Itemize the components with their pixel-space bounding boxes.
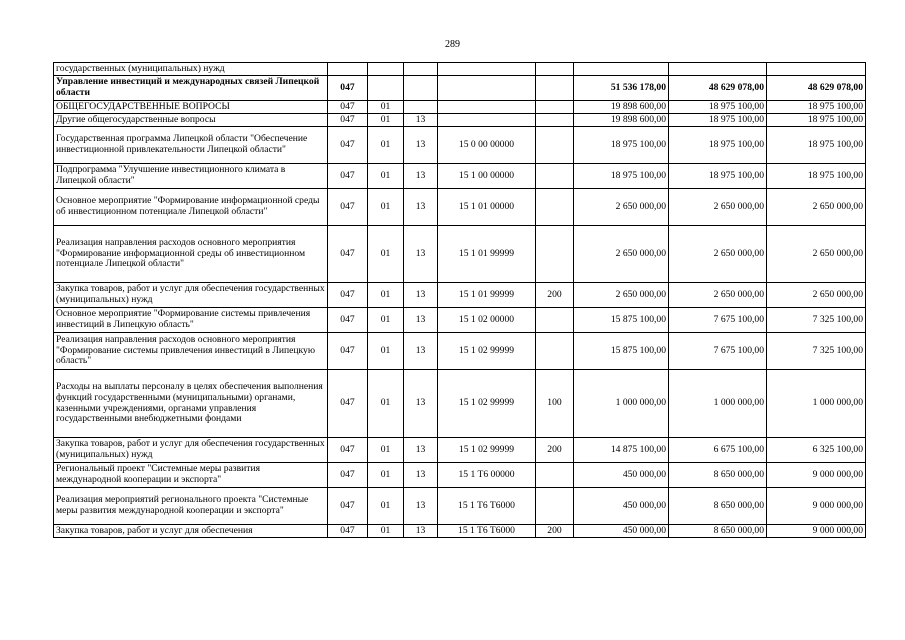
row-admin-code: 047: [328, 127, 368, 164]
row-section: 01: [368, 189, 404, 226]
row-amount-year3: 2 650 000,00: [767, 226, 866, 283]
row-subsection: [404, 63, 438, 76]
row-section: [368, 63, 404, 76]
row-amount-year1: 450 000,00: [574, 463, 669, 488]
row-name: Основное мероприятие "Формирование информационной среды об инвестиционном потенциале Липецкой области": [54, 189, 328, 226]
row-expense-type: [536, 333, 574, 370]
table-row: [54, 370, 866, 438]
row-name: Закупка товаров, работ и услуг для обеспечения государственных (муниципальных) нужд: [54, 283, 328, 308]
row-name: Реализация мероприятий регионального проекта "Системные меры развития международной кооперации и экспорта": [54, 488, 328, 525]
row-amount-year2: 6 675 100,00: [669, 438, 767, 463]
row-amount-year3: 18 975 100,00: [767, 164, 866, 189]
row-amount-year1: 1 000 000,00: [574, 370, 669, 438]
row-admin-code: 047: [328, 76, 368, 101]
row-section: 01: [368, 308, 404, 333]
row-amount-year3: 6 325 100,00: [767, 438, 866, 463]
row-admin-code: 047: [328, 114, 368, 127]
row-name: Государственная программа Липецкой области "Обеспечение инвестиционной привлекательности Липецкой области": [54, 127, 328, 164]
table-row: [54, 333, 866, 370]
row-expense-type: [536, 63, 574, 76]
row-admin-code: 047: [328, 525, 368, 538]
row-subsection: 13: [404, 283, 438, 308]
row-subsection: 13: [404, 525, 438, 538]
row-expense-type: [536, 226, 574, 283]
row-amount-year3: 18 975 100,00: [767, 101, 866, 114]
row-amount-year3: 18 975 100,00: [767, 127, 866, 164]
row-section: 01: [368, 226, 404, 283]
row-amount-year1: 15 875 100,00: [574, 308, 669, 333]
table-row: [54, 226, 866, 283]
row-amount-year1: [574, 63, 669, 76]
row-amount-year3: 9 000 000,00: [767, 525, 866, 538]
row-target-article: [438, 101, 536, 114]
row-target-article: 15 1 02 99999: [438, 333, 536, 370]
row-amount-year2: 8 650 000,00: [669, 488, 767, 525]
row-amount-year2: 18 975 100,00: [669, 114, 767, 127]
row-name: государственных (муниципальных) нужд: [54, 63, 328, 76]
row-expense-type: 200: [536, 438, 574, 463]
row-target-article: [438, 76, 536, 101]
row-target-article: 15 0 00 00000: [438, 127, 536, 164]
row-amount-year2: 7 675 100,00: [669, 333, 767, 370]
row-expense-type: 200: [536, 525, 574, 538]
row-section: 01: [368, 127, 404, 164]
row-subsection: 13: [404, 438, 438, 463]
table-row: [54, 308, 866, 333]
row-amount-year3: 48 629 078,00: [767, 76, 866, 101]
row-expense-type: [536, 101, 574, 114]
row-amount-year2: 18 975 100,00: [669, 101, 767, 114]
row-expense-type: 200: [536, 283, 574, 308]
row-amount-year1: 19 898 600,00: [574, 114, 669, 127]
row-name: Реализация направления расходов основного мероприятия "Формирование системы привлечения инвестиций в Липецкую область": [54, 333, 328, 370]
row-amount-year2: 2 650 000,00: [669, 283, 767, 308]
row-section: 01: [368, 164, 404, 189]
row-amount-year1: 2 650 000,00: [574, 283, 669, 308]
row-target-article: [438, 114, 536, 127]
row-subsection: 13: [404, 114, 438, 127]
row-amount-year2: 8 650 000,00: [669, 463, 767, 488]
row-name: ОБЩЕГОСУДАРСТВЕННЫЕ ВОПРОСЫ: [54, 101, 328, 114]
table-row: [54, 189, 866, 226]
row-subsection: 13: [404, 333, 438, 370]
row-name: Региональный проект "Системные меры развития международной кооперации и экспорта": [54, 463, 328, 488]
row-amount-year3: 18 975 100,00: [767, 114, 866, 127]
row-admin-code: 047: [328, 370, 368, 438]
row-amount-year1: 450 000,00: [574, 525, 669, 538]
row-amount-year2: 7 675 100,00: [669, 308, 767, 333]
table-row: [54, 463, 866, 488]
row-subsection: 13: [404, 189, 438, 226]
row-section: 01: [368, 101, 404, 114]
row-section: 01: [368, 114, 404, 127]
table-row: [54, 525, 866, 538]
row-expense-type: [536, 308, 574, 333]
row-amount-year3: 2 650 000,00: [767, 283, 866, 308]
row-target-article: [438, 63, 536, 76]
row-amount-year2: 18 975 100,00: [669, 127, 767, 164]
row-admin-code: 047: [328, 101, 368, 114]
row-section: 01: [368, 438, 404, 463]
table-row: [54, 438, 866, 463]
row-target-article: 15 1 T6 T6000: [438, 525, 536, 538]
row-section: 01: [368, 370, 404, 438]
row-admin-code: 047: [328, 308, 368, 333]
row-amount-year1: 2 650 000,00: [574, 189, 669, 226]
row-amount-year2: [669, 63, 767, 76]
row-name: Закупка товаров, работ и услуг для обеспечения государственных (муниципальных) нужд: [54, 438, 328, 463]
row-amount-year3: 2 650 000,00: [767, 189, 866, 226]
row-target-article: 15 1 00 00000: [438, 164, 536, 189]
row-amount-year3: 7 325 100,00: [767, 308, 866, 333]
table-row: [54, 127, 866, 164]
row-name: Закупка товаров, работ и услуг для обеспечения: [54, 525, 328, 538]
row-target-article: 15 1 01 99999: [438, 283, 536, 308]
row-amount-year2: 2 650 000,00: [669, 189, 767, 226]
row-expense-type: [536, 127, 574, 164]
budget-table: [53, 62, 866, 538]
row-subsection: 13: [404, 488, 438, 525]
row-expense-type: [536, 76, 574, 101]
row-target-article: 15 1 T6 00000: [438, 463, 536, 488]
row-admin-code: 047: [328, 438, 368, 463]
row-admin-code: 047: [328, 488, 368, 525]
row-amount-year1: 450 000,00: [574, 488, 669, 525]
row-admin-code: 047: [328, 164, 368, 189]
row-amount-year1: 51 536 178,00: [574, 76, 669, 101]
table-row: [54, 488, 866, 525]
row-name: Другие общегосударственные вопросы: [54, 114, 328, 127]
row-name: Управление инвестиций и международных связей Липецкой области: [54, 76, 328, 101]
table-row: [54, 76, 866, 101]
row-amount-year1: 14 875 100,00: [574, 438, 669, 463]
row-subsection: 13: [404, 127, 438, 164]
table-row: [54, 101, 866, 114]
row-expense-type: [536, 164, 574, 189]
row-section: 01: [368, 333, 404, 370]
table-row: [54, 283, 866, 308]
row-subsection: 13: [404, 308, 438, 333]
row-expense-type: [536, 189, 574, 226]
row-amount-year1: 2 650 000,00: [574, 226, 669, 283]
row-amount-year3: 9 000 000,00: [767, 488, 866, 525]
page-number: 289: [445, 39, 460, 50]
row-expense-type: [536, 488, 574, 525]
row-admin-code: 047: [328, 226, 368, 283]
row-admin-code: [328, 63, 368, 76]
row-amount-year3: 9 000 000,00: [767, 463, 866, 488]
table-row: [54, 114, 866, 127]
row-admin-code: 047: [328, 283, 368, 308]
row-target-article: 15 1 01 99999: [438, 226, 536, 283]
row-amount-year3: 7 325 100,00: [767, 333, 866, 370]
row-target-article: 15 1 02 99999: [438, 438, 536, 463]
row-section: 01: [368, 488, 404, 525]
row-amount-year2: 1 000 000,00: [669, 370, 767, 438]
row-subsection: 13: [404, 463, 438, 488]
table-row: [54, 63, 866, 76]
row-target-article: 15 1 02 99999: [438, 370, 536, 438]
row-target-article: 15 1 T6 T6000: [438, 488, 536, 525]
row-amount-year2: 8 650 000,00: [669, 525, 767, 538]
row-amount-year1: 19 898 600,00: [574, 101, 669, 114]
row-subsection: [404, 101, 438, 114]
row-target-article: 15 1 02 00000: [438, 308, 536, 333]
row-section: 01: [368, 525, 404, 538]
row-amount-year3: [767, 63, 866, 76]
row-subsection: [404, 76, 438, 101]
row-section: 01: [368, 463, 404, 488]
row-amount-year2: 18 975 100,00: [669, 164, 767, 189]
row-subsection: 13: [404, 370, 438, 438]
row-target-article: 15 1 01 00000: [438, 189, 536, 226]
row-amount-year3: 1 000 000,00: [767, 370, 866, 438]
row-amount-year1: 15 875 100,00: [574, 333, 669, 370]
row-name: Реализация направления расходов основного мероприятия "Формирование информационной среды об инвестиционном потенциале Липецкой области": [54, 226, 328, 283]
row-amount-year1: 18 975 100,00: [574, 164, 669, 189]
row-amount-year2: 48 629 078,00: [669, 76, 767, 101]
row-expense-type: 100: [536, 370, 574, 438]
row-admin-code: 047: [328, 463, 368, 488]
row-amount-year1: 18 975 100,00: [574, 127, 669, 164]
row-admin-code: 047: [328, 333, 368, 370]
row-admin-code: 047: [328, 189, 368, 226]
row-name: Основное мероприятие "Формирование системы привлечения инвестиций в Липецкую область": [54, 308, 328, 333]
row-subsection: 13: [404, 226, 438, 283]
row-subsection: 13: [404, 164, 438, 189]
row-section: [368, 76, 404, 101]
row-name: Подпрограмма "Улучшение инвестиционного климата в Липецкой области": [54, 164, 328, 189]
row-expense-type: [536, 114, 574, 127]
row-amount-year2: 2 650 000,00: [669, 226, 767, 283]
row-name: Расходы на выплаты персоналу в целях обеспечения выполнения функций государственными (муниципальными) органами, казенными учреждениями, органами управления государственными внебюджетными фондами: [54, 370, 328, 438]
row-expense-type: [536, 463, 574, 488]
table-row: [54, 164, 866, 189]
row-section: 01: [368, 283, 404, 308]
